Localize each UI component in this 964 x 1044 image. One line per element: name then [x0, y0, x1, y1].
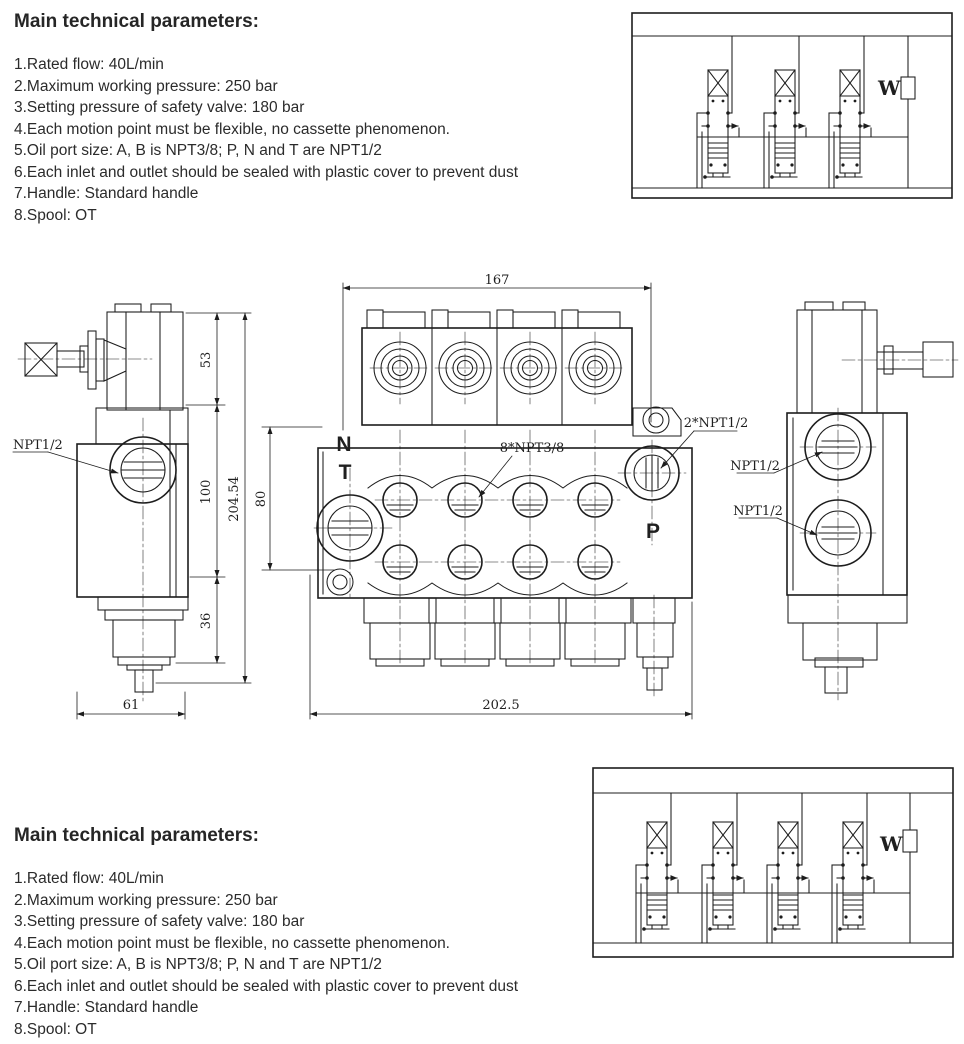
valve-section-symbol: [767, 793, 809, 943]
parameter-item: 5.Oil port size: A, B is NPT3/8; P, N and T are NPT1/2: [14, 956, 382, 973]
dim-53: 53: [199, 351, 214, 369]
mounting-feet: [364, 598, 631, 666]
parameter-item: 7.Handle: Standard handle: [14, 185, 199, 202]
bolt-hole: [643, 407, 669, 433]
port-label-n: N: [336, 433, 352, 456]
dim-202-5: 202.5: [482, 698, 520, 713]
valve-section-symbol: [636, 793, 678, 943]
parameter-item: 4.Each motion point must be flexible, no cassette phenomenon.: [14, 120, 450, 138]
relief-valve-label: W: [878, 76, 901, 100]
parameter-item: 1.Rated flow: 40L/min: [14, 870, 164, 887]
port-size-label: NPT1/2: [730, 459, 780, 474]
relief-valve-label: W: [880, 832, 903, 856]
work-ports: [375, 430, 620, 666]
front-view: [254, 273, 748, 719]
parameters-title: Main technical parameters:: [14, 11, 259, 32]
dimension-lines: [77, 313, 251, 719]
valve-section-symbol: [764, 37, 806, 188]
valve-section-symbol: [702, 793, 744, 943]
handle-stub: [842, 342, 958, 377]
spool-caps: [367, 310, 625, 404]
parameter-item: 6.Each inlet and outlet should be sealed with plastic cover to prevent dust: [14, 977, 519, 995]
parameter-item: 2.Maximum working pressure: 250 bar: [14, 77, 278, 95]
parameter-item: 4.Each motion point must be flexible, no cassette phenomenon.: [14, 934, 450, 952]
work-ports-size-label: 8*NPT3/8: [499, 441, 565, 456]
valve-section-symbol: [832, 793, 874, 943]
parameter-item: 1.Rated flow: 40L/min: [14, 56, 164, 73]
parameter-item: 8.Spool: OT: [14, 206, 97, 224]
bolt-hole: [327, 569, 353, 595]
parameter-item: 5.Oil port size: A, B is NPT3/8; P, N and T are NPT1/2: [14, 142, 382, 159]
hydraulic-schematic-4-section: [593, 768, 953, 957]
handle-lever: [18, 331, 152, 389]
parameter-item: 7.Handle: Standard handle: [14, 999, 199, 1016]
relief-valve-cartridge: [633, 595, 675, 698]
dim-167: 167: [484, 273, 510, 288]
dim-36: 36: [199, 612, 214, 630]
parameter-item: 2.Maximum working pressure: 250 bar: [14, 891, 278, 909]
dim-100: 100: [199, 479, 214, 505]
dim-61: 61: [122, 698, 140, 713]
hydraulic-schematic-3-section: [632, 13, 952, 198]
port-size-label: NPT1/2: [733, 504, 783, 519]
valve-section-symbol: [829, 37, 871, 188]
parameters-title: Main technical parameters:: [14, 825, 259, 846]
dim-204-54: 204.54: [227, 476, 242, 522]
port-label-t: T: [338, 461, 352, 484]
parameter-item: 3.Setting pressure of safety valve: 180 bar: [14, 99, 305, 116]
schematic-border: [632, 13, 952, 198]
parameter-item: 8.Spool: OT: [14, 1020, 97, 1038]
inlet-size-label: 2*NPT1/2: [683, 416, 749, 431]
left-side-view: [13, 304, 251, 719]
relief-valve-symbol: [903, 830, 917, 852]
port-label-p: P: [645, 520, 661, 543]
port-size-label: NPT1/2: [13, 438, 63, 453]
parameter-item: 3.Setting pressure of safety valve: 180 bar: [14, 913, 305, 930]
right-side-view: [730, 302, 958, 700]
parameter-item: 6.Each inlet and outlet should be sealed with plastic cover to prevent dust: [14, 163, 519, 181]
dim-80: 80: [254, 490, 269, 508]
relief-valve-symbol: [901, 77, 915, 99]
valve-section-symbol: [697, 37, 739, 188]
